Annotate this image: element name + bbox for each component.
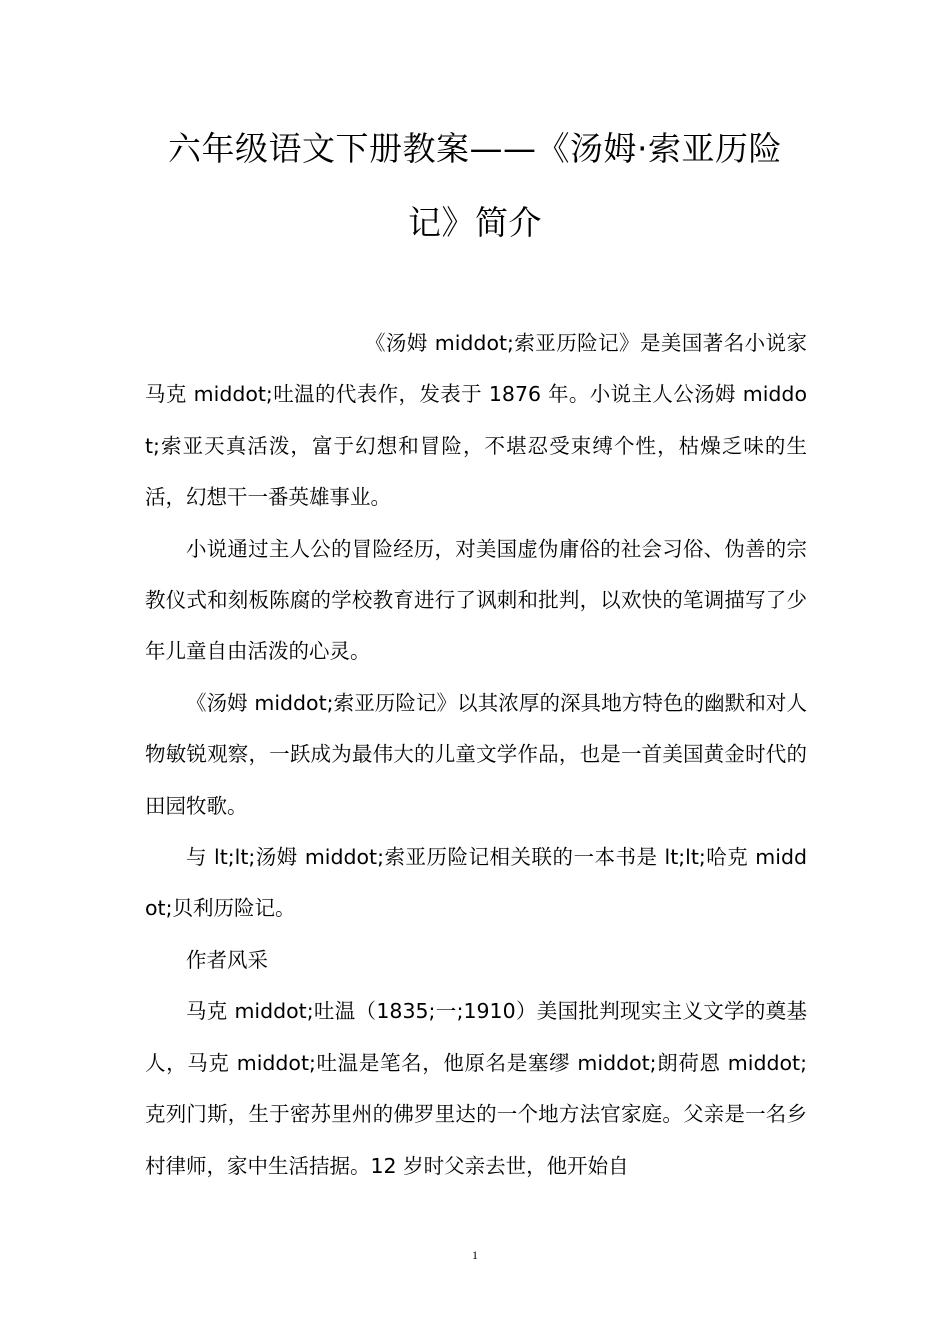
paragraph-author-bio: 马克 middot;吐温（1835;一;1910）美国批判现实主义文学的奠基人，马克 middot;吐温是笔名，他原名是塞缪 middot;朗荷恩 middot;克列门斯，生于密苏里州的佛罗里达的一个地方法官家庭。父亲是一名乡村律师，家中生活拮据。12 岁时父亲去世，他开始自 xyxy=(145,999,807,1178)
page-number: 1 xyxy=(472,1248,478,1262)
paragraph-evaluation: 《汤姆 middot;索亚历险记》以其浓厚的深具地方特色的幽默和对人物敏锐观察，一跃成为最伟大的儿童文学作品，也是一首美国黄金时代的田园牧歌。 xyxy=(145,690,807,818)
section-heading-author: 作者风采 xyxy=(186,947,268,972)
paragraph-intro: 《汤姆 middot;索亚历险记》是美国著名小说家马克 middot;吐温的代表作，发表于 1876 年。小说主人公汤姆 middot;索亚天真活泼，富于幻想和冒险，不堪忍受束缚个性，枯燥乏味的生活，幻想干一番英雄事业。 xyxy=(145,331,807,510)
paragraph-theme: 小说通过主人公的冒险经历，对美国虚伪庸俗的社会习俗、伪善的宗教仪式和刻板陈腐的学校教育进行了讽刺和批判，以欢快的笔调描写了少年儿童自由活泼的心灵。 xyxy=(145,536,807,664)
document-title: 六年级语文下册教案——《汤姆·索亚历险记》简介 xyxy=(168,129,782,242)
paragraph-related-book: 与 lt;lt;汤姆 middot;索亚历险记相关联的一本书是 lt;lt;哈克 middot;贝利历险记。 xyxy=(145,845,807,921)
document-body xyxy=(145,318,807,1192)
